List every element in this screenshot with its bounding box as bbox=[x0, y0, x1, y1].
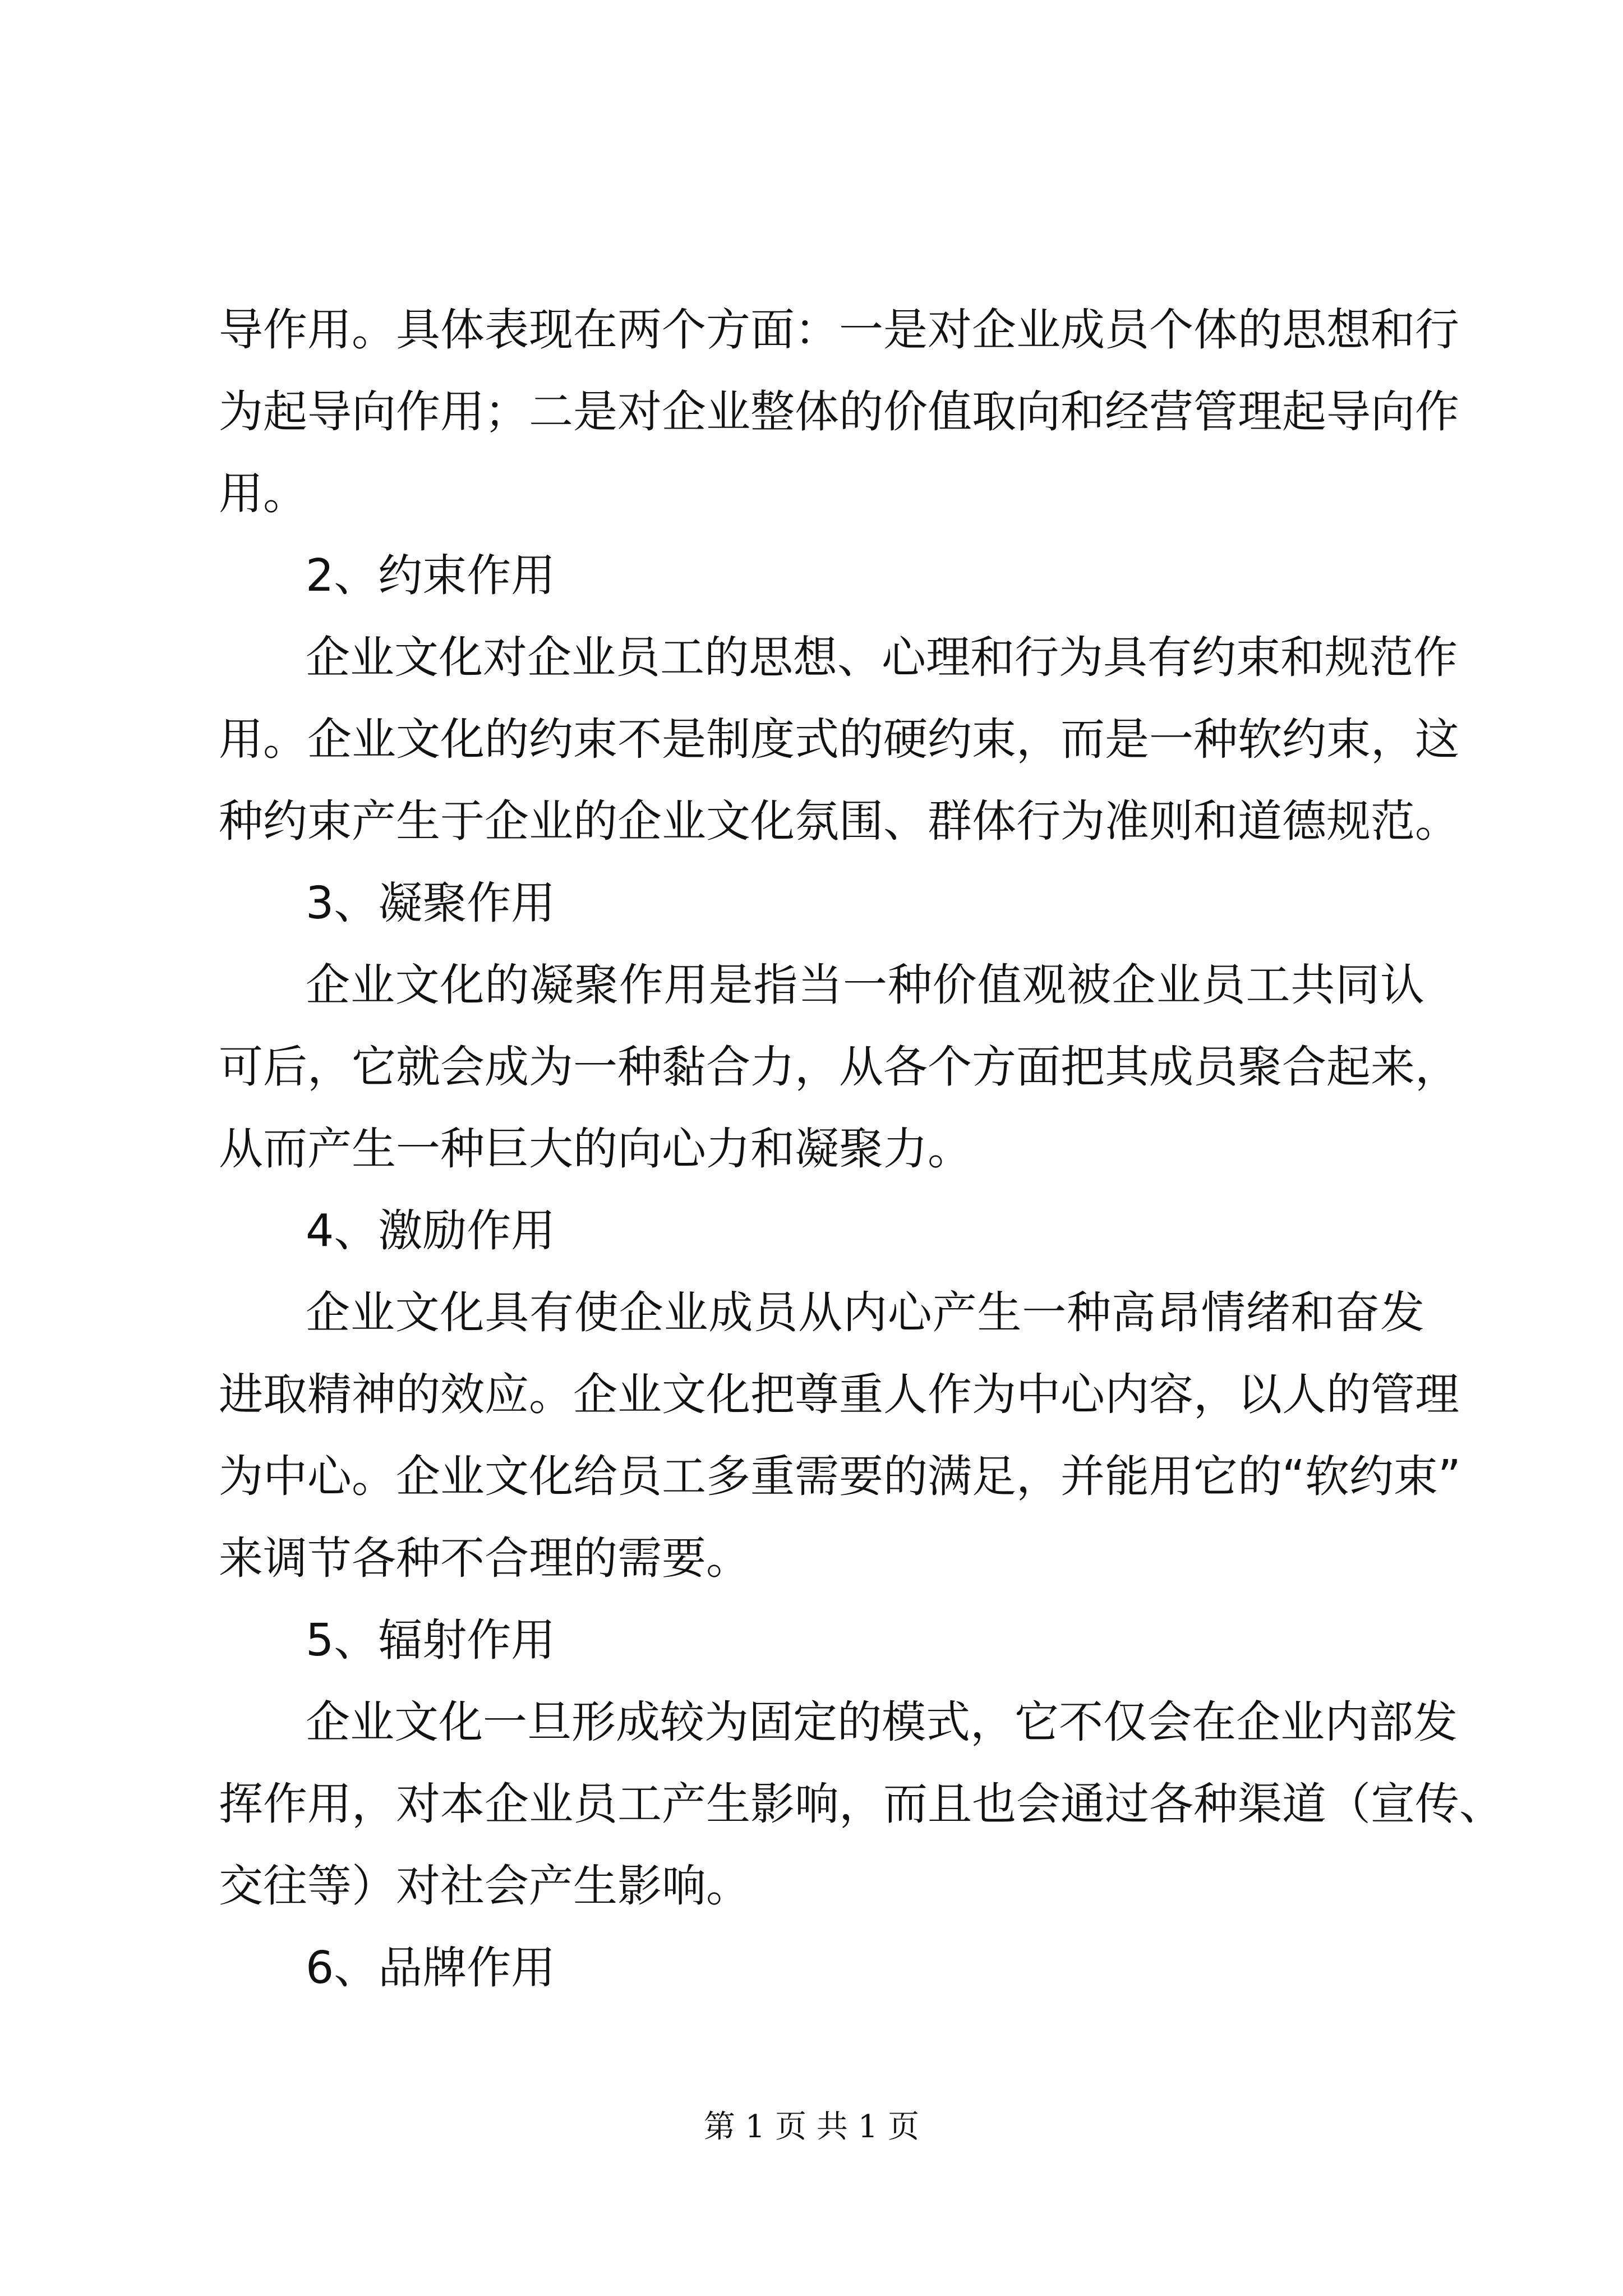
section-heading: 4、激励作用 bbox=[306, 1205, 556, 1257]
body-line: 来调节各种不合理的需要。 bbox=[219, 1533, 750, 1584]
section-heading: 2、约束作用 bbox=[306, 550, 556, 601]
section-heading: 6、品牌作用 bbox=[306, 1942, 556, 1994]
body-line: 种约束产生于企业的企业文化氛围、群体行为准则和道德规范。 bbox=[219, 795, 1459, 847]
body-line: 导作用。具体表现在两个方面：一是对企业成员个体的思想和行 bbox=[219, 304, 1459, 356]
body-line: 进取精神的效应。企业文化把尊重人作为中心内容，以人的管理 bbox=[219, 1369, 1459, 1420]
body-line: 企业文化的凝聚作用是指当一种价值观被企业员工共同认 bbox=[306, 959, 1424, 1011]
body-line: 交往等）对社会产生影响。 bbox=[219, 1860, 750, 1912]
body-line: 用。企业文化的约束不是制度式的硬约束，而是一种软约束，这 bbox=[219, 714, 1459, 765]
body-line: 用。 bbox=[219, 468, 307, 519]
page-number-footer: 第 1 页 共 1 页 bbox=[703, 2109, 920, 2145]
section-heading: 3、凝聚作用 bbox=[306, 877, 556, 929]
body-line: 为起导向作用；二是对企业整体的价值取向和经营管理起导向作 bbox=[219, 386, 1459, 438]
body-line: 从而产生一种巨大的向心力和凝聚力。 bbox=[219, 1123, 972, 1175]
body-line: 为中心。企业文化给员工多重需要的满足，并能用它的“软约束” bbox=[219, 1451, 1461, 1502]
section-heading: 5、辐射作用 bbox=[306, 1614, 556, 1666]
body-line: 企业文化对企业员工的思想、心理和行为具有约束和规范作 bbox=[306, 632, 1458, 683]
body-line: 挥作用，对本企业员工产生影响，而且也会通过各种渠道（宣传、 bbox=[219, 1778, 1504, 1830]
body-line: 企业文化一旦形成较为固定的模式，它不仅会在企业内部发 bbox=[306, 1696, 1458, 1748]
body-line: 可后，它就会成为一种黏合力，从各个方面把其成员聚合起来， bbox=[219, 1041, 1459, 1093]
document-body bbox=[219, 289, 1504, 2009]
body-line: 企业文化具有使企业成员从内心产生一种高昂情绪和奋发 bbox=[306, 1287, 1424, 1338]
